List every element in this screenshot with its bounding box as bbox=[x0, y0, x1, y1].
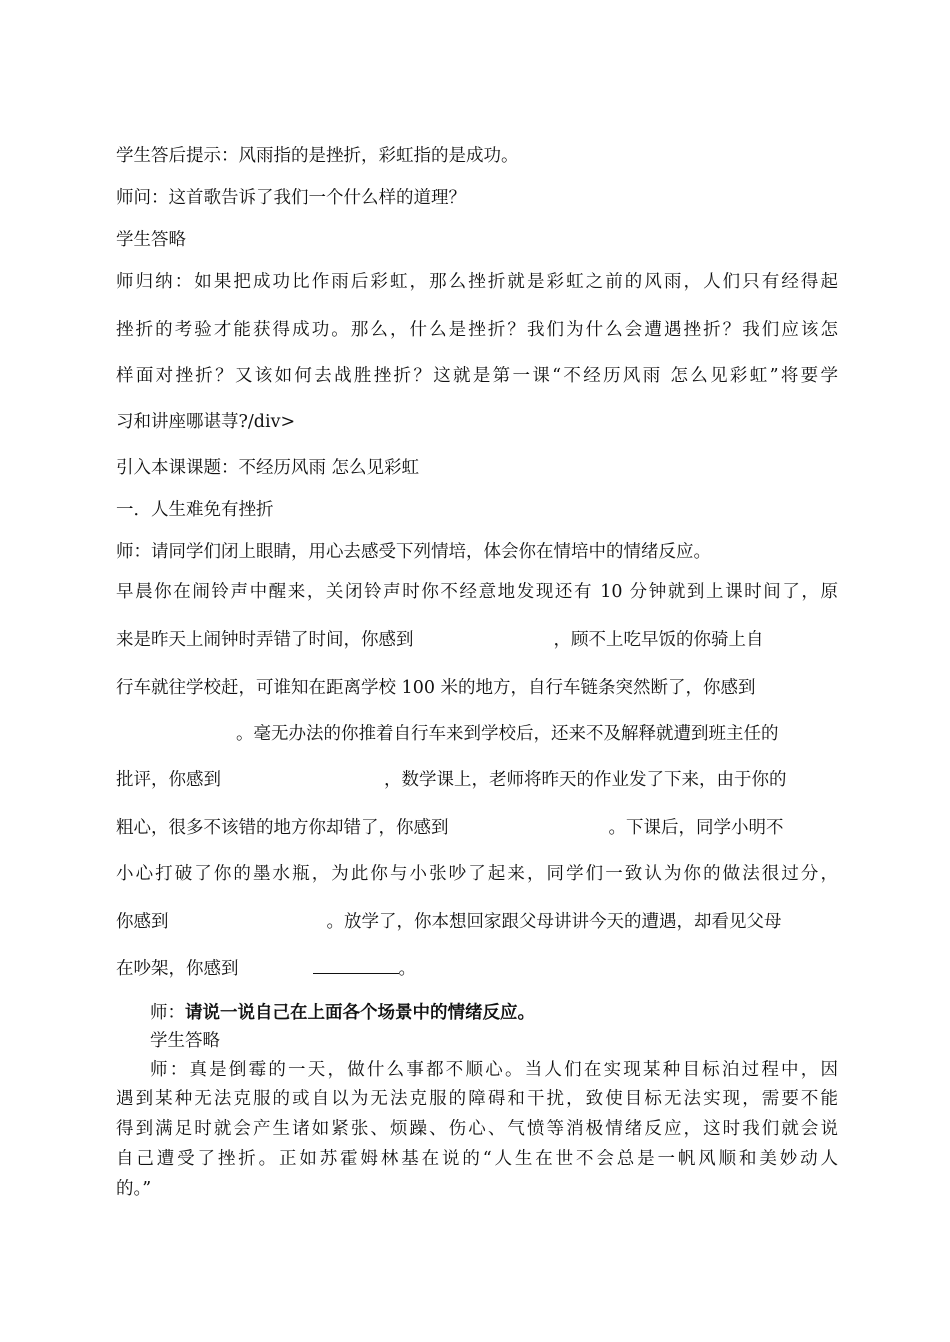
text-segment: 在吵架，你感到 bbox=[116, 959, 239, 979]
text-line-with-blank bbox=[116, 722, 838, 746]
text-segment: 粗心，很多不该错的地方你却错了，你感到 bbox=[116, 818, 449, 838]
text-segment: 来是昨天上闹钟时弄错了时间，你感到 bbox=[116, 630, 414, 650]
underline-blank bbox=[313, 957, 399, 974]
text-line-with-blank bbox=[116, 910, 838, 934]
text-line: 行车就往学校赶，可谁知在距离学校 100 米的地方，自行车链条突然断了，你感到 bbox=[116, 678, 756, 698]
text-line: 师：请同学们闭上眼睛，用心去感受下列情培，体会你在情培中的情绪反应。 bbox=[116, 542, 711, 562]
text-line: 挫折的考验才能获得成功。那么，什么是挫折？我们为什么会遭遇挫折？我们应该怎 bbox=[116, 320, 838, 340]
text-line: 学生答后提示：风雨指的是挫折，彩虹指的是成功。 bbox=[116, 146, 519, 166]
text-line-with-blank bbox=[116, 768, 838, 792]
text-line: 习和讲座哪谌荨?/div> bbox=[116, 412, 296, 432]
student-answer-line bbox=[116, 1029, 838, 1053]
text-line-with-underline-blank bbox=[116, 957, 838, 981]
text-line: 得到满足时就会产生诸如紧张、烦躁、伤心、气愤等消极情绪反应，这时我们就会说 bbox=[116, 1119, 838, 1139]
text-line: 小心打破了你的墨水瓶，为此你与小张吵了起来，同学们一致认为你的做法很过分， bbox=[116, 864, 838, 884]
text-line: 学生答略 bbox=[116, 230, 186, 250]
text-line: 师问：这首歌告诉了我们一个什么样的道理？ bbox=[116, 188, 466, 208]
indented-paragraph: 学生答略 bbox=[150, 1031, 220, 1051]
teacher-question-line bbox=[116, 1001, 838, 1025]
text-line: 引入本课课题：不经历风雨 怎么见彩虹 bbox=[116, 458, 420, 478]
text-line: 样面对挫折？又该如何去战胜挫折？这就是第一课“不经历风雨 怎么见彩虹”将要学 bbox=[116, 366, 838, 386]
text-line: 师归纳：如果把成功比作雨后彩虹，那么挫折就是彩虹之前的风雨，人们只有经得起 bbox=[116, 272, 838, 292]
text-line: 师：真是倒霉的一天，做什么事都不顺心。当人们在实现某种目标泊过程中，因 bbox=[150, 1060, 838, 1080]
text-segment: ，数学课上，老师将昨天的作业发了下来，由于你的 bbox=[384, 770, 787, 790]
bold-instruction: 请说一说自己在上面各个场景中的情绪反应。 bbox=[185, 1003, 535, 1023]
text-segment: 批评，你感到 bbox=[116, 770, 221, 790]
text-segment: 师： bbox=[150, 1003, 185, 1023]
text-segment: 你感到 bbox=[116, 912, 169, 932]
text-segment: ，顾不上吃早饭的你骑上自 bbox=[553, 630, 764, 650]
indented-paragraph bbox=[116, 1001, 838, 1025]
text-segment: 。毫无办法的你推着自行车来到学校后，还来不及解释就遭到班主任的 bbox=[236, 724, 779, 744]
text-line: 的。” bbox=[116, 1179, 152, 1199]
text-line: 自己遭受了挫折。正如苏霍姆林基在说的“人生在世不会总是一帆风顺和美妙动人 bbox=[116, 1149, 838, 1169]
text-line-with-blank bbox=[116, 628, 838, 652]
text-segment: 。下课后，同学小明不 bbox=[608, 818, 784, 838]
text-line: 遇到某种无法克服的或自以为无法克服的障碍和干扰，致使目标无法实现，需要不能 bbox=[116, 1089, 838, 1109]
section-heading: 一．人生难免有挫折 bbox=[116, 500, 274, 520]
text-line: 早晨你在闹铃声中醒来，关闭铃声时你不经意地发现还有 10 分钟就到上课时间了，原 bbox=[116, 582, 838, 602]
text-segment: 。放学了，你本想回家跟父母讲讲今天的遭遇，却看见父母 bbox=[326, 912, 782, 932]
text-segment: 。 bbox=[398, 959, 416, 979]
text-line-with-blank bbox=[116, 816, 838, 840]
